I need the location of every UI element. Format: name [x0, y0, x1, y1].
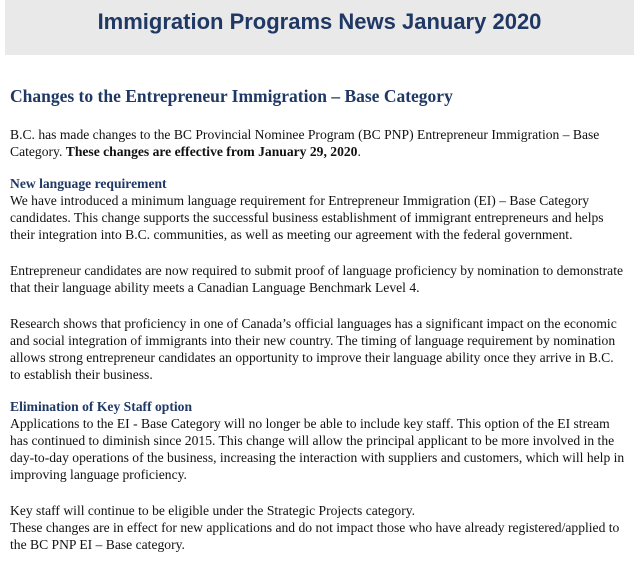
page-banner — [5, 0, 634, 55]
intro-text: B.C. has made changes to the BC Provincial Nominee Program (BC PNP) Entrepreneur Immigration – Base Category. — [10, 127, 600, 159]
language-paragraph-3: Research shows that proficiency in one of Canada’s official languages has a significant impact on the economic and social integration of immigrants into their new country. The timing of language requirement by nomination allows strong entrepreneur candidates an opportunity to improve their language ability once they arrive in B.C. to establish their business. — [10, 316, 617, 382]
language-paragraph-2: Entrepreneur candidates are now required to submit proof of language proficiency by nomination to demonstrate that their language ability meets a Canadian Language Benchmark Level 4. — [10, 263, 624, 295]
key-staff-paragraph-1: Applications to the EI - Base Category will no longer be able to include key staff. This option of the EI stream has continued to diminish since 2015. This change will allow the principal applicant to be more involved in the day-to-day operations of the business, increasing the interaction with suppliers and customers, which will help in improving language proficiency. — [10, 416, 625, 482]
article-intro — [10, 126, 626, 160]
intro-end: . — [357, 144, 361, 159]
language-paragraph-1: We have introduced a minimum language requirement for Entrepreneur Immigration (EI) – Base Category candidates. This change supports the successful business establishment of immigrant entrepreneurs and helps their integration into B.C. communities, as well as meeting our agreement with the federal government. — [10, 193, 604, 242]
article-content — [10, 85, 626, 553]
banner-title: Immigration Programs News January 2020 — [97, 9, 542, 34]
article-title: Changes to the Entrepreneur Immigration – Base Category — [10, 86, 453, 106]
key-staff-paragraph-3: These changes are in effect for new applications and do not impact those who have already registered/applied to the BC PNP EI – Base category. — [10, 520, 620, 552]
intro-effective-date: These changes are effective from January 29, 2020 — [65, 144, 358, 159]
section-heading-key-staff: Elimination of Key Staff option — [10, 399, 193, 414]
section-heading-language: New language requirement — [10, 176, 167, 191]
key-staff-paragraph-2: Key staff will continue to be eligible under the Strategic Projects category. — [10, 503, 416, 518]
